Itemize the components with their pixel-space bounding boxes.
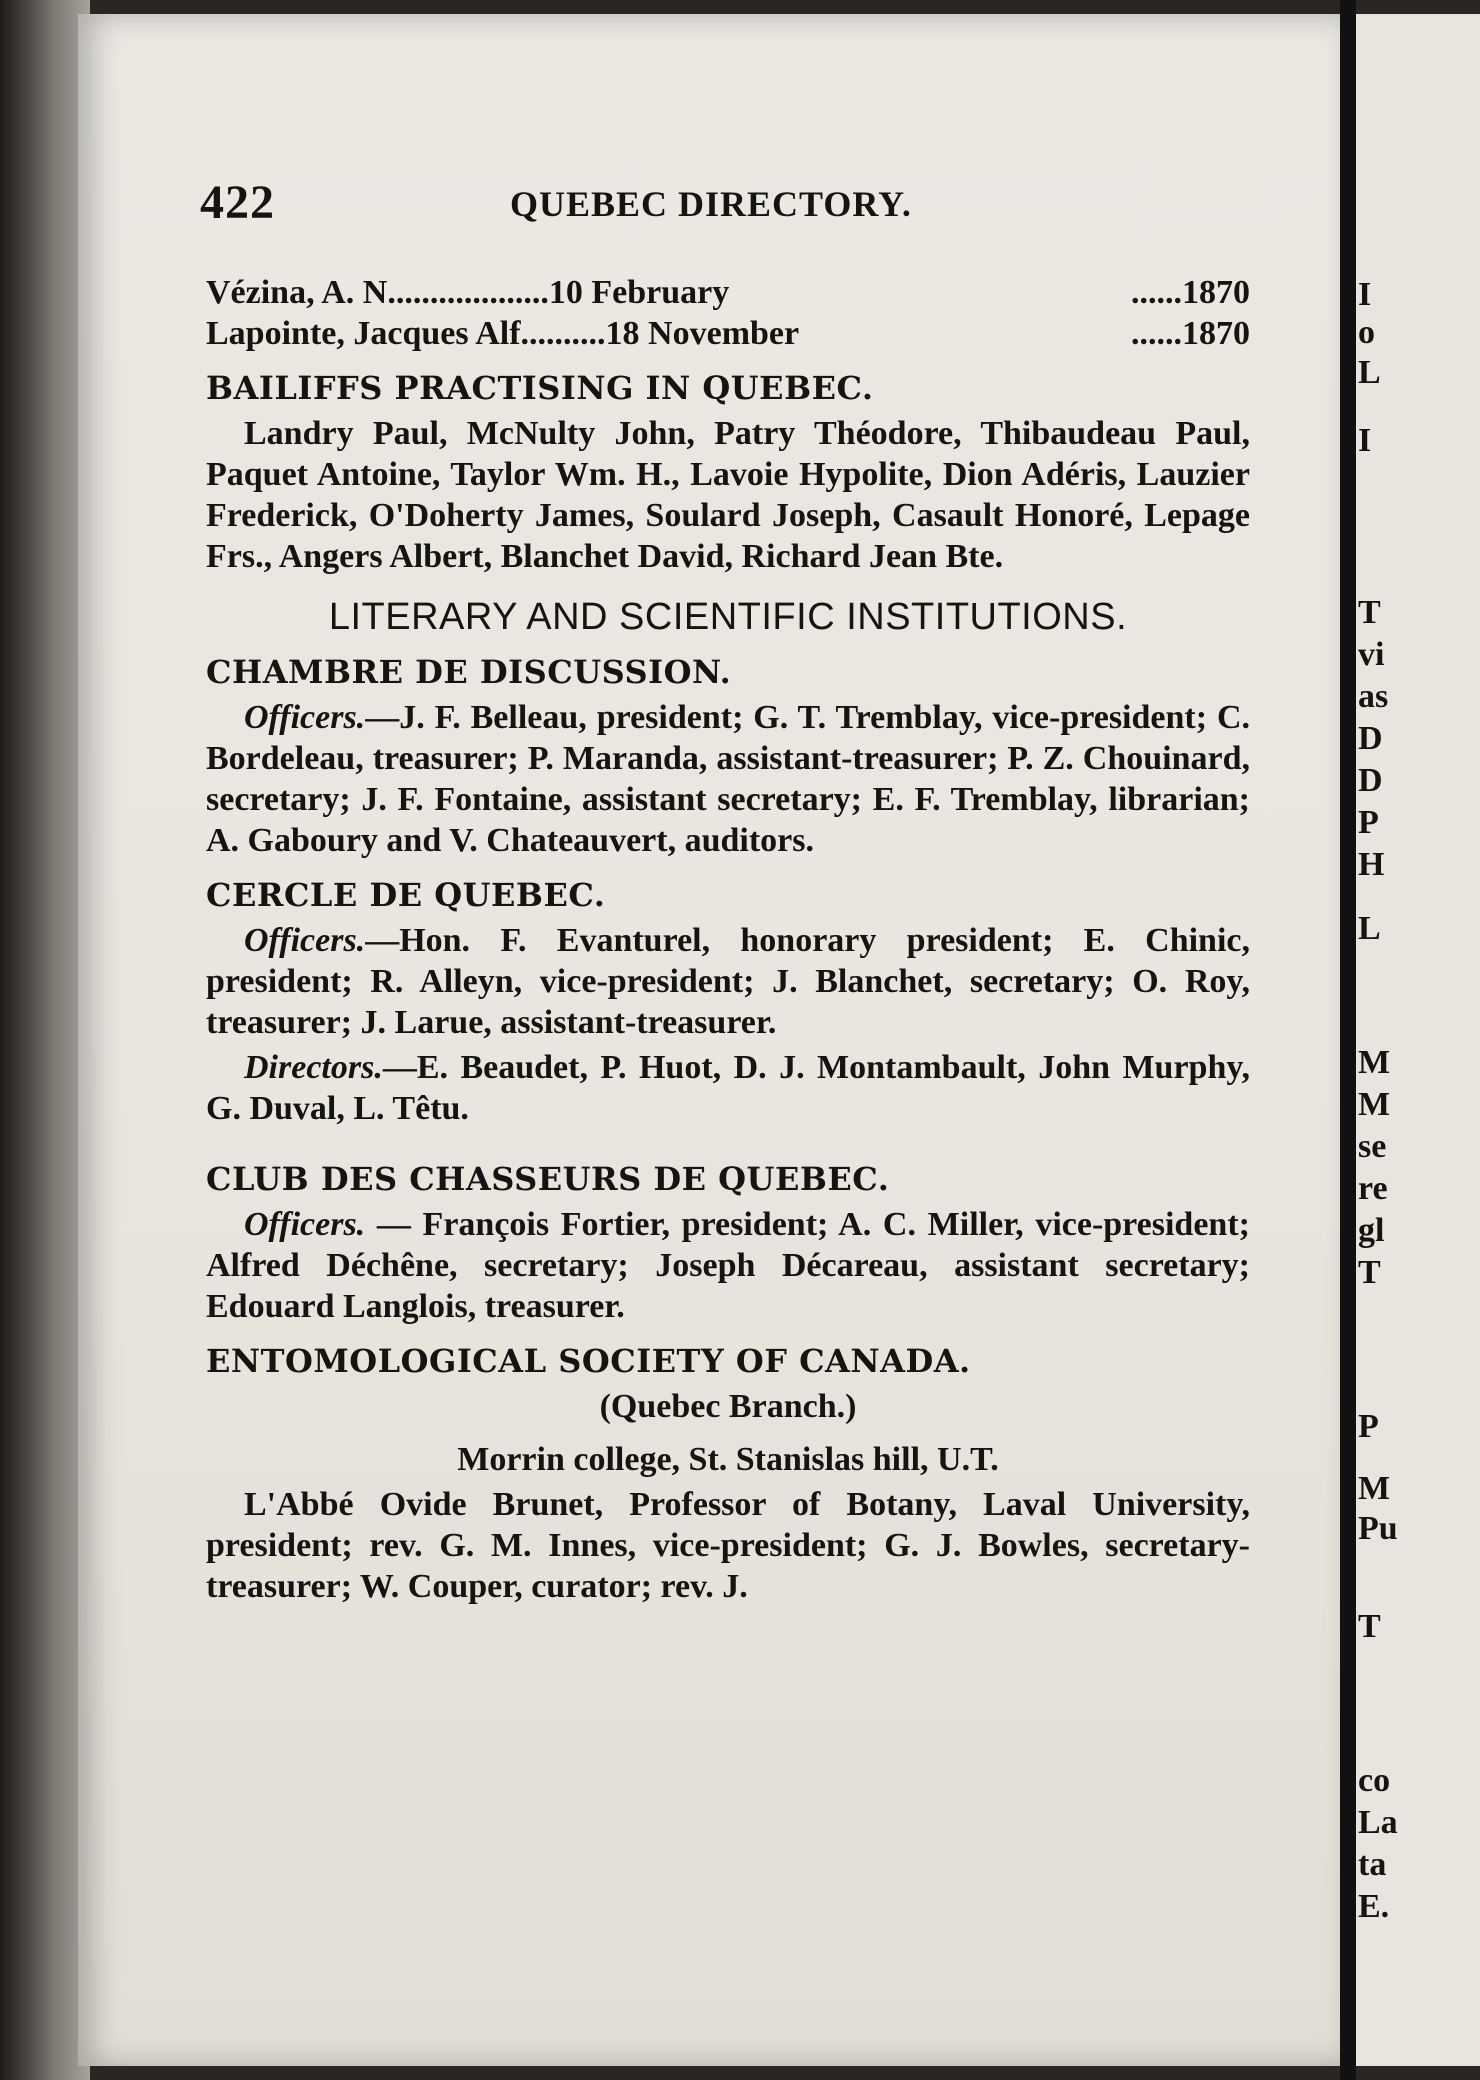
page-number: 422 <box>200 176 275 229</box>
adjacent-text-fragment: L <box>1358 354 1381 391</box>
appointment-date: 18 November <box>605 315 800 352</box>
adjacent-text-fragment: D <box>1358 720 1383 757</box>
appointment-row <box>206 313 1250 354</box>
officers-text: —J. F. Belleau, president; G. T. Tremblay, vice-president; C. Bordeleau, treasurer; P. Maranda, assistant-treasurer; P. Z. Chouinard, secretary; J. F. Fontaine, assistant secretary; E. F. Tremblay, librarian; A. Gaboury and V. Chateauvert, auditors. <box>206 699 1250 859</box>
adjacent-text-fragment: T <box>1358 1608 1381 1645</box>
adjacent-text-fragment: co <box>1358 1762 1391 1799</box>
adjacent-text-fragment: Pu <box>1358 1510 1398 1547</box>
adjacent-text-fragment: M <box>1358 1086 1391 1123</box>
dot-leader: ...... <box>1131 315 1182 352</box>
book-page-edges <box>0 0 90 2080</box>
adjacent-text-fragment: T <box>1358 1254 1381 1291</box>
section-title-chambre: CHAMBRE DE DISCUSSION. <box>206 653 732 691</box>
officers-text: —Hon. F. Evanturel, honorary president; E. Chinic, president; R. Alleyn, vice-president; J. Blanchet, secretary; O. Roy, treasurer; J. Larue, assistant-treasurer. <box>206 922 1250 1041</box>
appointment-row <box>206 272 1250 313</box>
adjacent-page <box>1356 14 1480 2066</box>
officers-text: — François Fortier, president; A. C. Miller, vice-president; Alfred Déchêne, secretary; Joseph Décareau, assistant secretary; Edouard Langlois, treasurer. <box>206 1206 1250 1325</box>
adjacent-text-fragment: I <box>1358 276 1372 313</box>
appointment-date: 10 February <box>548 274 730 311</box>
adjacent-text-fragment: La <box>1358 1804 1398 1841</box>
adjacent-text-fragment: as <box>1358 678 1389 715</box>
page-header <box>200 175 1244 229</box>
adjacent-text-fragment: I <box>1358 422 1372 459</box>
section-title-cercle: CERCLE DE QUEBEC. <box>206 876 606 914</box>
dot-leader: ...... <box>1131 274 1182 311</box>
dot-leader: ................... <box>387 274 549 311</box>
adjacent-text-fragment: P <box>1358 1408 1379 1445</box>
adjacent-text-fragment: L <box>1358 910 1381 947</box>
adjacent-text-fragment: ta <box>1358 1846 1387 1883</box>
bailiffs-list: Landry Paul, McNulty John, Patry Théodore, Thibaudeau Paul, Paquet Antoine, Taylor Wm. H., Lavoie Hypolite, Dion Adéris, Lauzier Frederick, O'Doherty James, Soulard Joseph, Casault Honoré, Lepage Frs., Angers Albert, Blanchet David, Richard Jean Bte. <box>206 415 1250 575</box>
adjacent-text-fragment: se <box>1358 1128 1387 1165</box>
appointment-year: 1870 <box>1182 274 1250 311</box>
adjacent-text-fragment: M <box>1358 1044 1391 1081</box>
adjacent-text-fragment: M <box>1358 1470 1391 1507</box>
adjacent-text-fragment: vi <box>1358 636 1385 673</box>
address-line: Morrin college, St. Stanislas hill, U.T. <box>457 1441 999 1478</box>
club-officers <box>206 1204 1250 1327</box>
branch-label: (Quebec Branch.) <box>599 1388 857 1425</box>
directors-label: Directors. <box>244 1049 383 1086</box>
adjacent-text-fragment: gl <box>1358 1212 1385 1249</box>
appointment-name: Vézina, A. N <box>206 274 388 311</box>
appointment-year: 1870 <box>1182 315 1250 352</box>
chambre-officers <box>206 697 1250 861</box>
section-title-bailiffs: BAILIFFS PRACTISING IN QUEBEC. <box>206 369 874 407</box>
adjacent-text-fragment: D <box>1358 762 1383 799</box>
adjacent-text-fragment: E. <box>1358 1888 1390 1925</box>
officers-label: Officers. <box>244 922 366 959</box>
major-section-title: LITERARY AND SCIENTIFIC INSTITUTIONS. <box>328 596 1128 638</box>
cercle-officers <box>206 920 1250 1043</box>
directors-text: —E. Beaudet, P. Huot, D. J. Montambault, John Murphy, G. Duval, L. Têtu. <box>206 1049 1250 1127</box>
adjacent-text-fragment: T <box>1358 594 1381 631</box>
adjacent-text-fragment: P <box>1358 804 1379 841</box>
adjacent-text-fragment: re <box>1358 1170 1388 1207</box>
entomological-officers: L'Abbé Ovide Brunet, Professor of Botany, Laval University, president; rev. G. M. Innes, vice-president; G. J. Bowles, secretary-treasurer; W. Couper, curator; rev. J. <box>206 1486 1250 1605</box>
book-gutter <box>1340 0 1356 2080</box>
adjacent-text-fragment: H <box>1358 846 1385 883</box>
page-content <box>206 272 1250 1607</box>
running-head: QUEBEC DIRECTORY. <box>510 184 912 224</box>
section-title-club: CLUB DES CHASSEURS DE QUEBEC. <box>206 1160 890 1198</box>
section-title-entomological: ENTOMOLOGICAL SOCIETY OF CANADA. <box>206 1342 971 1380</box>
officers-label: Officers. <box>244 1206 366 1243</box>
appointment-name: Lapointe, Jacques Alf <box>206 315 521 352</box>
officers-label: Officers. <box>244 699 366 736</box>
dot-leader: .......... <box>520 315 606 352</box>
cercle-directors <box>206 1047 1250 1129</box>
adjacent-text-fragment: o <box>1358 314 1375 351</box>
